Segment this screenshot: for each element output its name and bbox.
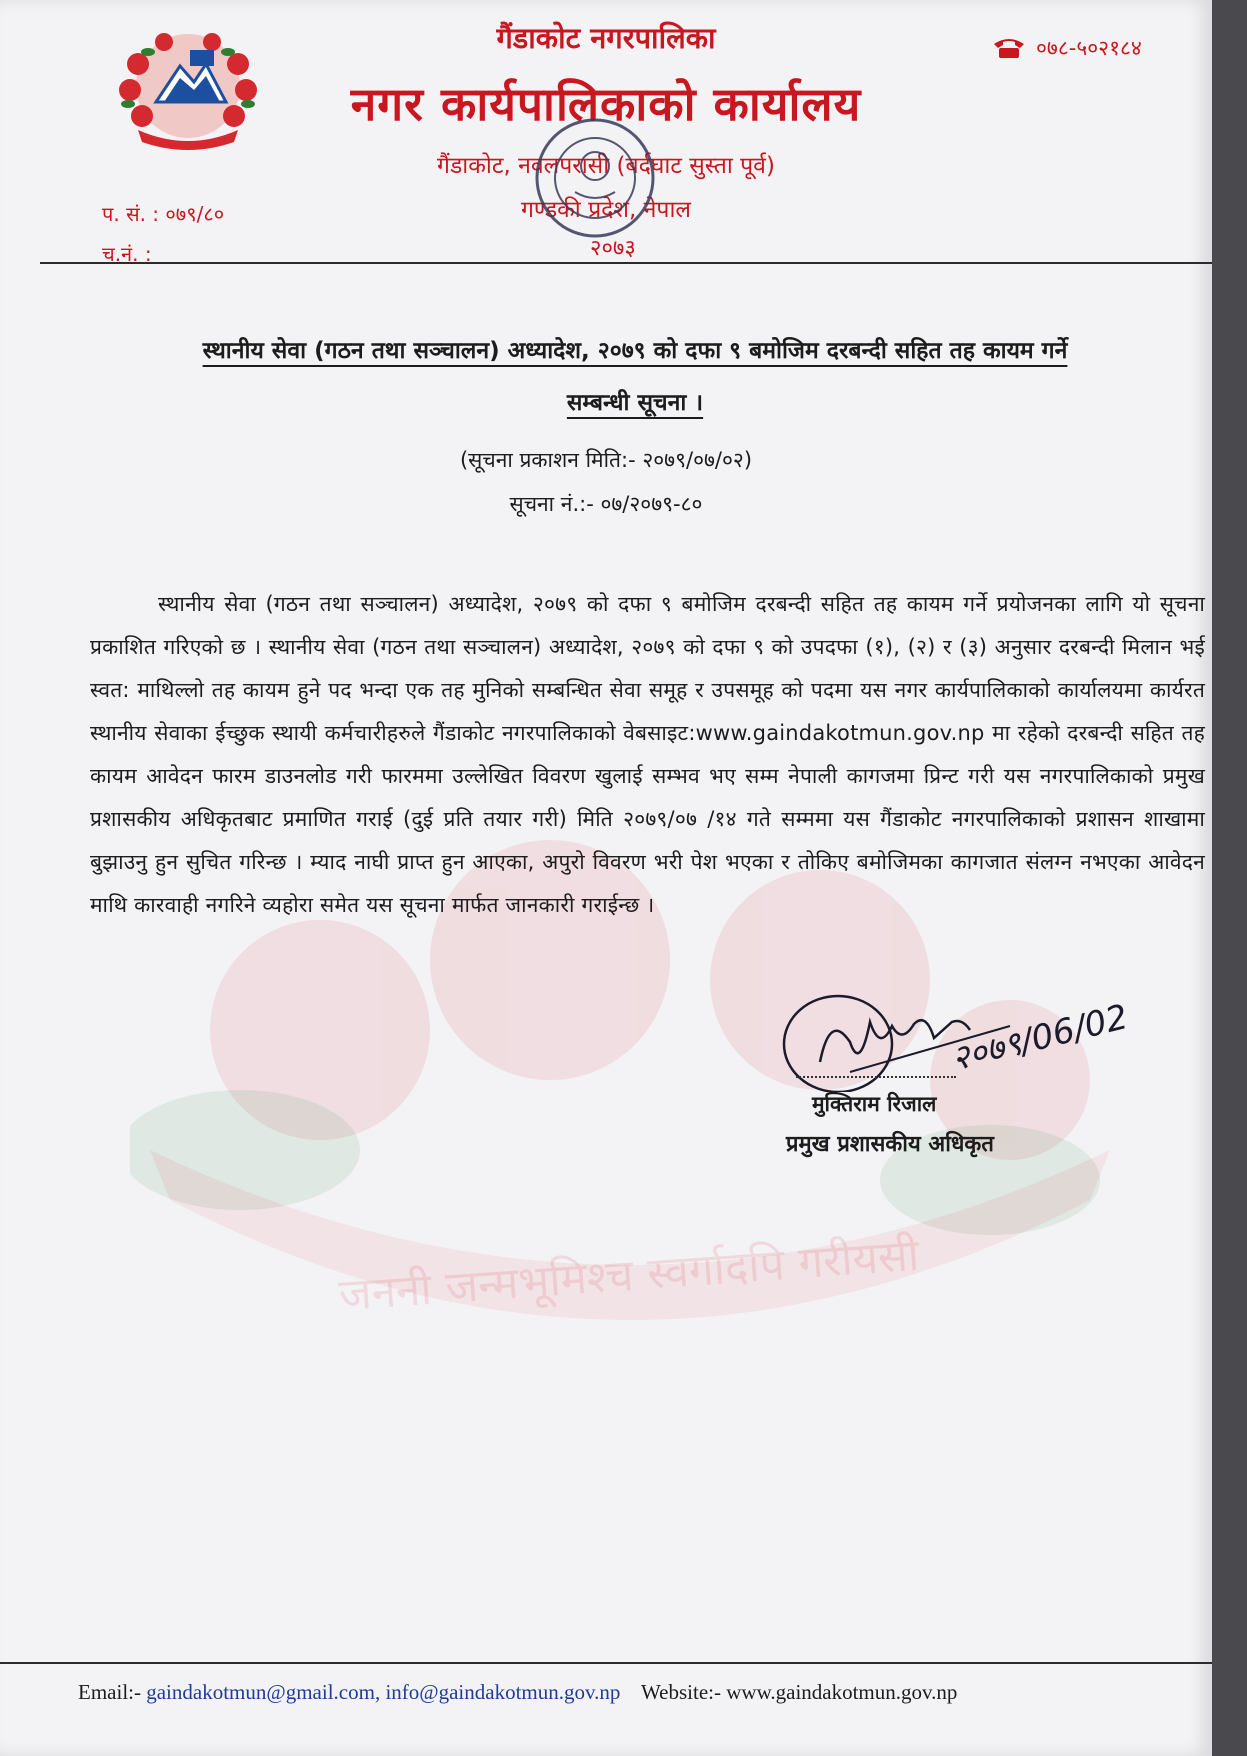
telephone-icon (992, 36, 1026, 60)
website-link[interactable]: www.gaindakotmun.gov.np (726, 1680, 958, 1704)
phone-contact (992, 34, 1142, 62)
signatory-name: मुक्तिराम रिजाल (812, 1092, 937, 1116)
publication-date: (सूचना प्रकाशन मिति:- २०७९/०७/०२) (459, 448, 753, 472)
stamp-year: २०७३ (590, 236, 636, 261)
signatory-title: प्रमुख प्रशासकीय अधिकृत (786, 1132, 994, 1157)
website-label: Website:- (641, 1680, 721, 1704)
watermark-motto: जननी जन्मभूमिश्च स्वर्गादपि गरीयसी (337, 1229, 921, 1322)
signature-dotted-line (796, 1076, 956, 1078)
footer-divider (0, 1662, 1212, 1664)
reference-ps: प. सं. : ०७९/८० (102, 202, 225, 226)
notice-body: स्थानीय सेवा (गठन तथा सञ्चालन) अध्यादेश, २०७९ को दफा ९ बमोजिम दरबन्दी सहित तह कायम गर्ने प्रयोजनका लागि यो सूचना प्रकाशित गरिएको छ । स्थानीय सेवा (गठन तथा सञ्चालन) अध्यादेश, २०७९ को दफा ९ को उपदफा (१), (२) र (३) अनुसार दरबन्दी मिलान भई स्वत: माथिल्लो तह कायम हुने पद भन्दा एक तह मुनिको सम्बन्धित सेवा समूह र उपसमूह को पदमा यस नगर कार्यपालिकाको कार्यालयमा कार्यरत स्थानीय सेवाका ईच्छुक स्थायी कर्मचारीहरुले गैंडाकोट नगरपालिकाको वेबसाइट:www.gaindakotmun.gov.np मा रहेको दरबन्दी सहित तह कायम आवेदन फारम डाउनलोड गरी फारममा उल्लेखित विवरण खुलाई सम्भव भए सम्म नेपाली कागजमा प्रिन्ट गरी यस नगरपालिकाको प्रमुख प्रशासकीय अधिकृतबाट प्रमाणित गराई (दुई प्रति तयार गरी) मिति २०७९/०७ /१४ गते सम्ममा यस गैंडाकोट नगरपालिकाको प्रशासन शाखामा बुझाउनु हुन सुचित गरिन्छ । म्याद नाघी प्राप्त हुन आएका, अपुरो विवरण भरी पेश भएका र तोकिए बमोजिमका कागजात संलग्न नभएका आवेदन माथि कारवाही नगरिने व्यहोरा समेत यस सूचना मार्फत जानकारी गराईन्छ । (90, 592, 1205, 917)
header-divider (40, 262, 1212, 264)
reference-cn: च.नं. : (102, 242, 152, 266)
notice-subject (120, 325, 1150, 429)
municipality-name: गैंडाकोट नगरपालिका (496, 21, 716, 55)
subject-line-1: स्थानीय सेवा (गठन तथा सञ्चालन) अध्यादेश, २०७९ को दफा ९ बमोजिम दरबन्दी सहित तह कायम गर्ने (202, 338, 1068, 364)
email-addresses[interactable]: gaindakotmun@gmail.com, info@gaindakotmun.gov.np (146, 1680, 621, 1704)
office-name: नगर कार्यपालिकाको कार्यालय (350, 77, 862, 131)
notice-number: सूचना नं.:- ०७/२०७९-८० (509, 492, 703, 516)
phone-number: ०७८-५०२१८४ (1036, 36, 1142, 60)
footer (78, 1680, 957, 1705)
email-label: Email:- (78, 1680, 141, 1704)
subject-line-2: सम्बन्धी सूचना । (566, 390, 704, 416)
address-line-1: गैंडाकोट, नवलपरासी (बर्दघाट सुस्ता पूर्व) (437, 153, 775, 179)
address-line-2: गण्डकी प्रदेश, नेपाल (520, 197, 692, 223)
office-seal-stamp-icon (520, 108, 670, 248)
signature-date: २०७९/06/02 (947, 996, 1132, 1080)
